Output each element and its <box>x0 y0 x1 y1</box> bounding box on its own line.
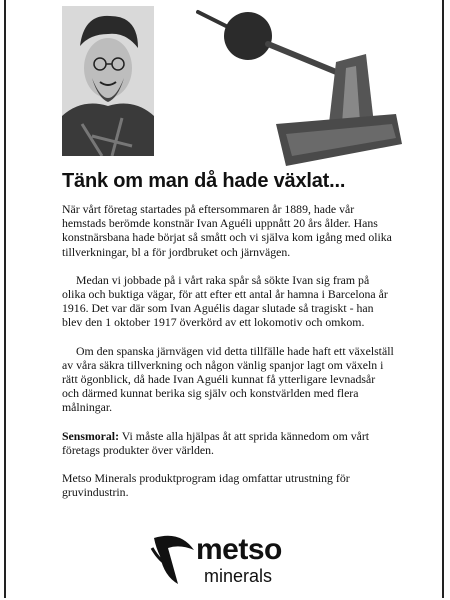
moral-text: Vi måste alla hjälpas åt att sprida kännedom om vårt företags produkter över världen. <box>62 428 370 457</box>
portrait-image <box>62 6 154 156</box>
paragraph-barcelona: Medan vi jobbade på i vårt raka spår så sökte Ivan sig fram på olika och buktiga vägar, för att efter ett antal år hamna i Barcelona år 1916. Det var där som Ivan Aguélis dagar slutade så tragiskt - han blev den 1 oktober 1917 överkörd av ett lokomotiv och omkom. <box>62 272 388 330</box>
railway-switch-image <box>196 4 406 170</box>
metso-logo <box>150 530 320 594</box>
article-body <box>62 202 394 513</box>
paragraph-products: Metso Minerals produktprogram idag omfattar utrustning för gruvindustrin. <box>62 471 350 500</box>
article-title: Tänk om man då hade växlat... <box>62 170 346 192</box>
logo-subtitle: minerals <box>204 566 273 586</box>
paragraph-intro: När vårt företag startades på eftersommaren år 1889, hade vår hemstads berömde konstnär Ivan Aguéli uppnått 20 års ålder. Hans konstnärsbana hade börjat så smått och vi själva kom igång med olika tillverkningar, bl a för jordbruket och järnvägen. <box>62 202 392 259</box>
logo-wordmark: metso <box>196 533 282 566</box>
paragraph-moral <box>62 429 394 457</box>
paragraph-railway: Om den spanska järnvägen vid detta tillfälle hade haft ett växelställ av våra säkra tillverkning och någon vänlig spanjor lagt om växeln i rätt ögonblick, då hade Ivan Aguéli kunnat få ytterligare levnadsår och därmed kunnat berika sig själv och konstvärlden med flera målningar. <box>62 343 394 415</box>
moral-label: Sensmoral: <box>62 428 120 443</box>
metso-swoosh-icon <box>150 532 198 586</box>
